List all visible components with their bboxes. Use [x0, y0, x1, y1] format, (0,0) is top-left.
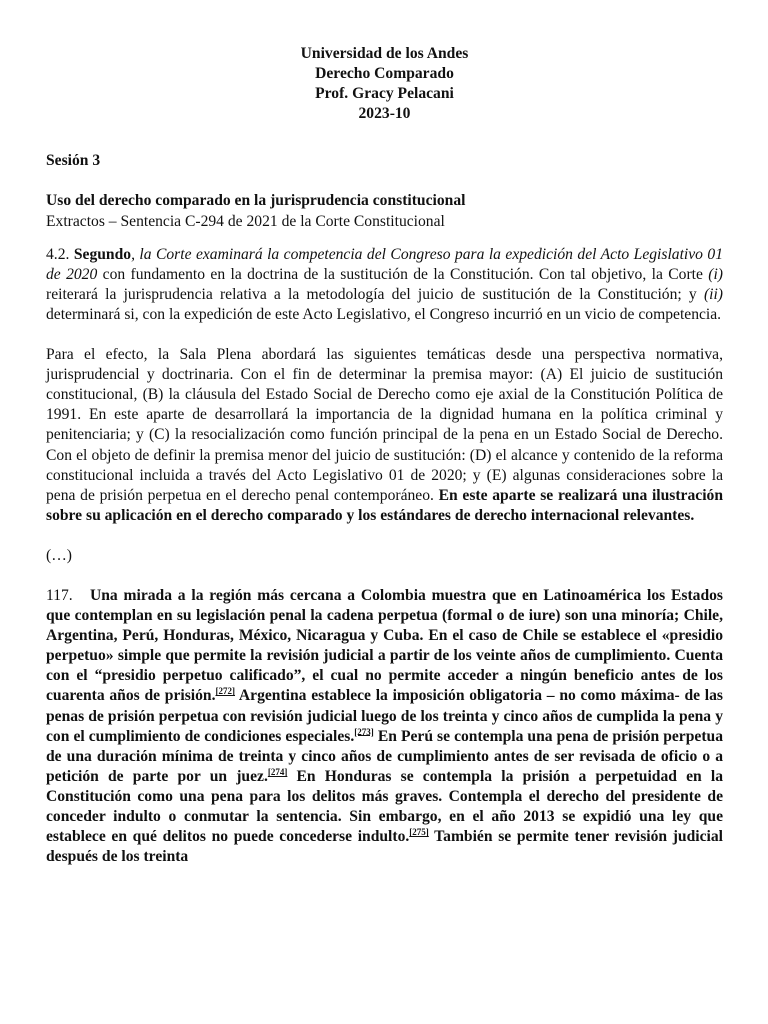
- body-text: Para el efecto, la Sala Plena abordará las siguientes temáticas desde una perspectiva normativa, jurisprudencial y doctrinaria. Con el fin de determinar la premisa mayor: (A) El juicio de sustitución constitucional, (B) la cláusula del Estado Social de Derecho como eje axial de la Constitución Política de 1991. En este aparte de desarrollará la importancia de la dignidad humana en la política criminal y penitenciaria; y (C) la resocialización como función principal de la pena en un Estado Social de Derecho. Con el objeto de definir la premisa menor del juicio de sustitución: (D) el alcance y contenido de la reforma constitucional incluida a través del Acto Legislativo 01 de 2020; y (E) algunas consideraciones sobre la pena de prisión perpetua en el derecho penal contemporáneo.: [46, 346, 723, 504]
- body-text: Argentina establece la imposición obligatoria – no como máxima- de las penas de prisión perpetua con revisión judicial luego de los treinta y cinco años de cumplida la pena y con el cumplimiento de condiciones especiales.: [46, 687, 724, 745]
- roman-i: (i): [708, 265, 723, 283]
- paragraph-number: 117.: [46, 586, 73, 604]
- italic-text: , la Corte examinará la competencia del Congreso para la expedición del Acto Legislativo 01 de 2020: [46, 245, 723, 283]
- body-text: determinará si, con la expedición de este Acto Legislativo, el Congreso incurrió en un vicio de competencia.: [46, 305, 722, 323]
- topic-title: Uso del derecho comparado en la jurisprudencia constitucional: [46, 192, 466, 210]
- body-text: Una mirada a la región más cercana a Colombia muestra que en Latinoamérica los Estados que contemplan en su legislación penal la cadena perpetua (formal o de iure) son una minoría; Chile, Argentina, Perú, Honduras, México, Nicaragua y Cuba. En el caso de Chile se establece el «presidio perpetuo» simple que permite la revisión judicial a partir de los veinte años de cumplimiento. Cuenta con el “presidio perpetuo calificado”, el cual no permite acceder a ningún beneficio antes de los cuarenta años de prisión.: [46, 586, 723, 705]
- university-name: Universidad de los Andes: [300, 45, 469, 62]
- body-text: También se permite tener revisión judicial después de los treinta: [46, 828, 723, 866]
- paragraph-4-2: [46, 245, 723, 325]
- topic-subtitle: Extractos – Sentencia C-294 de 2021 de la Corte Constitucional: [46, 212, 445, 230]
- footnote-ref-274[interactable]: [274]: [267, 766, 288, 777]
- body-text: En Perú se contempla una pena de prisión perpetua de una duración mínima de treinta y cinco años de cumplimiento antes de ser revisada de oficio o a petición de parte por un juez.: [46, 727, 723, 785]
- footnote-ref-275[interactable]: [275]: [409, 826, 429, 837]
- paragraph-number: 4.2.: [46, 245, 70, 263]
- paragraph-efecto: [46, 345, 723, 526]
- footnote-ref-273[interactable]: [273]: [354, 726, 374, 737]
- lead-bold: Segundo: [73, 245, 132, 263]
- body-text: En Honduras se contempla la prisión a perpetuidad en la Constitución como una pena para los delitos más graves. Contempla el derecho del presidente de conceder indulto o conmutar la sentencia. Sin embargo, en el año 2013 se expidió una ley que establece en qué delitos no puede concederse indulto.: [46, 767, 723, 846]
- term: 2023-10: [358, 105, 411, 123]
- document-page: [46, 44, 723, 867]
- professor-name: Prof. Gracy Pelacani: [315, 85, 454, 103]
- document-header: [46, 44, 723, 124]
- roman-ii: (ii): [703, 285, 723, 303]
- ellipsis: (…): [46, 546, 72, 564]
- session-title: Sesión 3: [46, 152, 101, 170]
- paragraph-117: [46, 586, 723, 867]
- body-text: con fundamento en la doctrina de la sustitución de la Constitución. Con tal objetivo, la Corte: [97, 265, 709, 283]
- bold-text: En este aparte se realizará una ilustración sobre su aplicación en el derecho comparado y los estándares de derecho internacional relevantes.: [46, 486, 723, 524]
- course-name: Derecho Comparado: [315, 65, 454, 83]
- body-text: reiterará la jurisprudencia relativa a la metodología del juicio de sustitución de la Constitución; y: [46, 285, 704, 303]
- footnote-ref-272[interactable]: [272]: [215, 686, 235, 697]
